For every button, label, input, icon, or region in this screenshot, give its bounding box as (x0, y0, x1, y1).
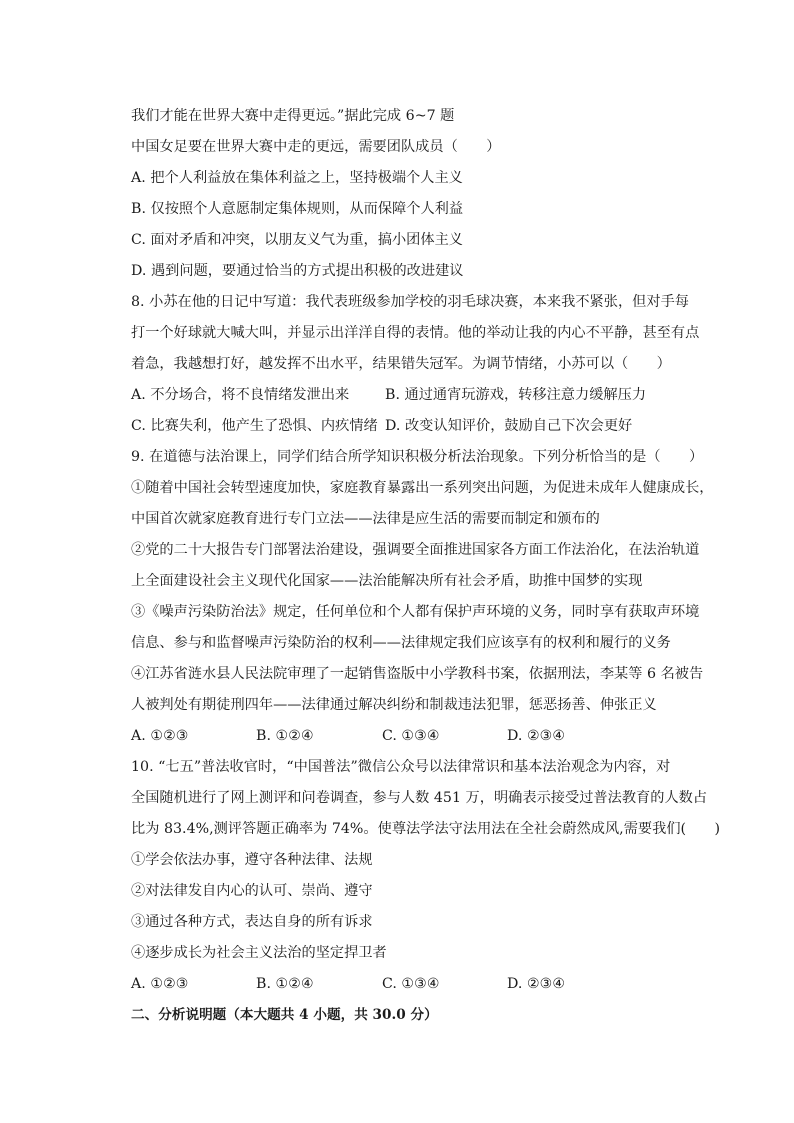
q7-option-a: A. 把个人利益放在集体利益之上，坚持极端个人主义 (131, 170, 463, 186)
intro-line: 我们才能在世界大赛中走得更远。”据此完成 6~7 题 (131, 108, 455, 124)
q9-item-4-line-1: ④江苏省涟水县人民法院审理了一起销售盗版中小学教科书案，依据刑法，李某等 6 名被告 (131, 666, 704, 682)
q9-item-4-line-2: 人被判处有期徒刑四年——法律通过解决纠纷和制裁违法犯罪，惩恶扬善、伸张正义 (131, 697, 657, 713)
q7-option-d: D. 遇到问题，要通过恰当的方式提出积极的改进建议 (131, 263, 464, 279)
q9-option-b: B. ①②④ (256, 728, 314, 744)
q8-option-d: D. 改变认知评价，鼓励自己下次会更好 (385, 418, 633, 434)
q9-item-3-line-2: 信息、参与和监督噪声污染防治的权利——法律规定我们应该享有的权利和履行的义务 (131, 635, 671, 651)
q10-option-a: A. ①②③ (131, 976, 189, 992)
q7-stem: 中国女足要在世界大赛中走的更远，需要团队成员（ ） (131, 139, 501, 155)
q9-option-d: D. ②③④ (507, 728, 566, 744)
q9-item-1-line-1: ①随着中国社会转型速度加快，家庭教育暴露出一系列突出问题，为促进未成年人健康成长， (131, 480, 714, 496)
q10-stem-line-3: 比为 83.4%,测评答题正确率为 74%。使尊法学法守法用法在全社会蔚然成风,需要我们( ) (131, 821, 721, 837)
q10-item-4: ④逐步成长为社会主义法治的坚定捍卫者 (131, 945, 387, 961)
q9-option-c: C. ①③④ (382, 728, 440, 744)
q7-option-c: C. 面对矛盾和冲突，以朋友义气为重，搞小团体主义 (131, 232, 463, 248)
q10-option-b: B. ①②④ (256, 976, 314, 992)
document-body (131, 101, 721, 1031)
q10-stem-line-1: 10. “七五”普法收官时，“中国普法”微信公众号以法律常识和基本法治观念为内容，对 (131, 759, 671, 775)
q8-options-row-2 (131, 411, 701, 442)
q9-item-2-line-1: ②党的二十大报告专门部署法治建设，强调要全面推进国家各方面工作法治化，在法治轨道 (131, 542, 700, 558)
q9-item-2-line-2: 上全面建设社会主义现代化国家——法治能解决所有社会矛盾，助推中国梦的实现 (131, 573, 643, 589)
q10-options-row (131, 969, 701, 1000)
q8-stem-line-3: 着急，我越想打好，越发挥不出水平，结果错失冠军。为调节情绪，小苏可以（ ） (131, 356, 671, 372)
q8-option-b: B. 通过通宵玩游戏，转移注意力缓解压力 (385, 387, 647, 403)
q9-options-row (131, 721, 701, 752)
q10-item-2: ②对法律发自内心的认可、崇尚、遵守 (131, 883, 373, 899)
q8-stem-line-2: 打一个好球就大喊大叫，并显示出洋洋自得的表情。他的举动让我的内心不平静，甚至有点 (131, 325, 700, 341)
q9-option-a: A. ①②③ (131, 728, 189, 744)
q10-item-3: ③通过各种方式，表达自身的所有诉求 (131, 914, 373, 930)
q8-option-c: C. 比赛失利，他产生了恐惧、内疚情绪 (131, 418, 378, 434)
q10-option-c: C. ①③④ (382, 976, 440, 992)
q8-options-row-1 (131, 380, 701, 411)
q8-stem-line-1: 8. 小苏在他的日记中写道：我代表班级参加学校的羽毛球决赛，本来我不紧张，但对手每 (131, 294, 689, 310)
q9-stem: 9. 在道德与法治课上，同学们结合所学知识积极分析法治现象。下列分析恰当的是（ ） (131, 449, 704, 465)
q10-stem-line-2: 全国随机进行了网上测评和问卷调查，参与人数 451 万，明确表示接受过普法教育的人数占 (131, 790, 708, 806)
q8-option-a: A. 不分场合，将不良情绪发泄出来 (131, 387, 350, 403)
section-2-title: 二、分析说明题（本大题共 4 小题，共 30.0 分） (131, 1007, 438, 1023)
q9-item-3-line-1: ③《噪声污染防治法》规定，任何单位和个人都有保护声环境的义务，同时享有获取声环境 (131, 604, 700, 620)
q7-option-b: B. 仅按照个人意愿制定集体规则，从而保障个人利益 (131, 201, 464, 217)
q10-item-1: ①学会依法办事，遵守各种法律、法规 (131, 852, 373, 868)
q10-option-d: D. ②③④ (507, 976, 566, 992)
q9-item-1-line-2: 中国首次就家庭教育进行专门立法——法律是应生活的需要而制定和颁布的 (131, 511, 600, 527)
